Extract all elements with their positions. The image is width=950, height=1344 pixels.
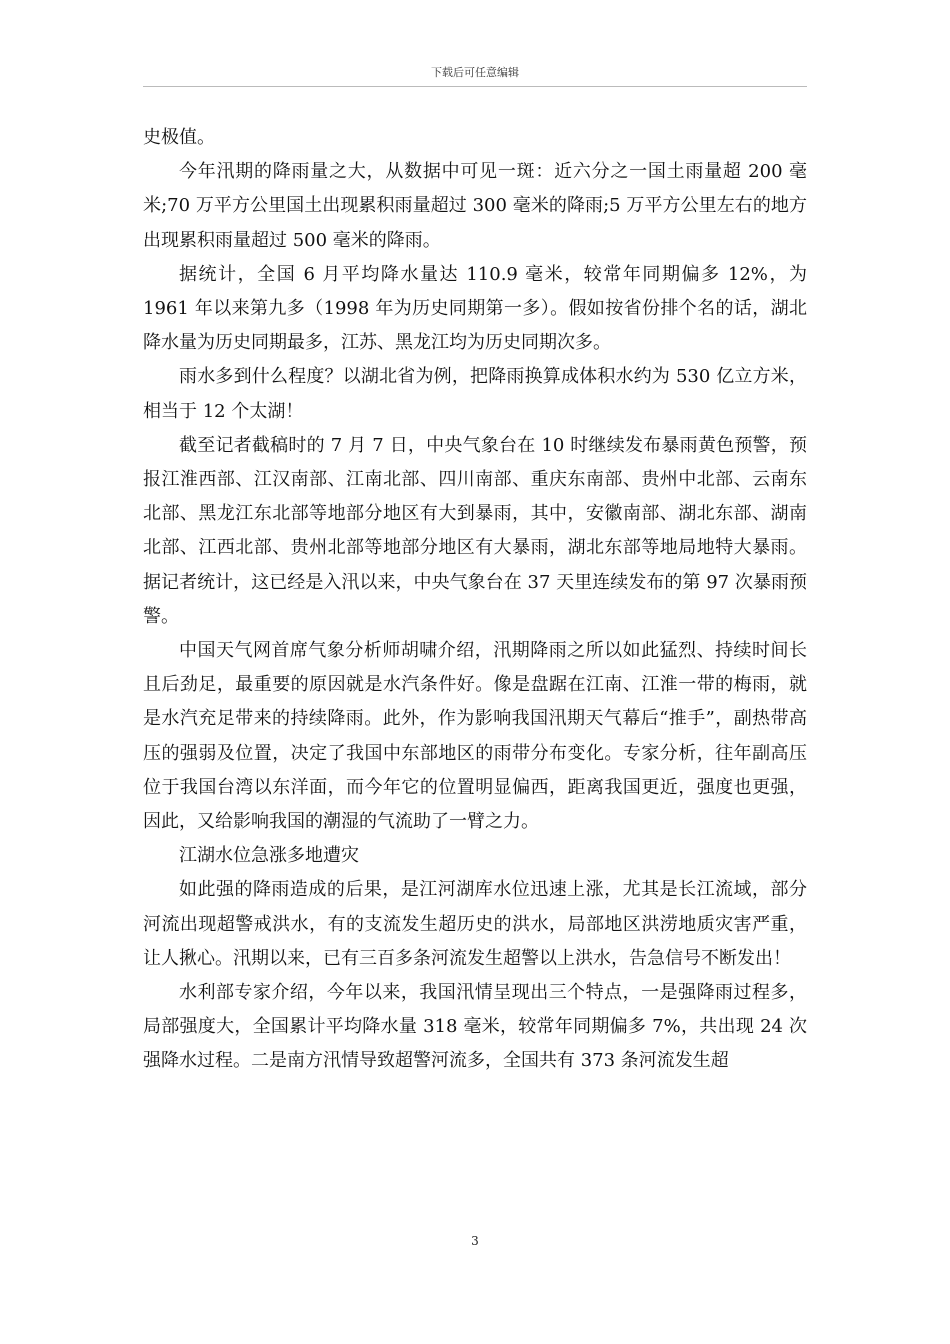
section-heading: 江湖水位急涨多地遭灾 [179,845,359,867]
page-number: 3 [471,1234,479,1248]
page-header: 下载后可任意编辑 [431,66,519,79]
paragraph-continuation: 史极值。 [143,127,215,148]
paragraph-analysis: 中国天气网首席气象分析师胡啸介绍，汛期降雨之所以如此猛烈、持续时间长且后劲足，最重要的原因就是水汽条件好。像是盘踞在江南、江淮一带的梅雨，就是水汽充足带来的持续降雨。此外，作为影响我国汛期天气幕后“推手”，副热带高压的强弱及位置，决定了我国中东部地区的雨带分布变化。专家分析，往年副高压位于我国台湾以东洋面，而今年它的位置明显偏西，距离我国更近，强度也更强，因此，又给影响我国的潮湿的气流助了一臂之力。 [143,640,807,833]
paragraph-rainfall-data: 今年汛期的降雨量之大，从数据中可见一斑：近六分之一国土雨量超 200 毫米;70 万平方公里国土出现累积雨量超过 300 毫米的降雨;5 万平方公里左右的地方出现累积雨量超过 500 毫米的降雨。 [143,161,807,251]
header-divider [143,86,807,87]
paragraph-expert: 水利部专家介绍，今年以来，我国汛情呈现出三个特点，一是强降雨过程多，局部强度大，全国累计平均降水量 318 毫米，较常年同期偏多 7%，共出现 24 次强降水过程。二是南方汛情导致超警河流多，全国共有 373 条河流发生超 [143,982,807,1072]
paragraph-hubei-volume: 雨水多到什么程度？以湖北省为例，把降雨换算成体积水约为 530 亿立方米，相当于 12 个太湖！ [143,366,807,422]
paragraph-warning: 截至记者截稿时的 7 月 7 日，中央气象台在 10 时继续发布暴雨黄色预警，预报江淮西部、江汉南部、江南北部、四川南部、重庆东南部、贵州中北部、云南东北部、黑龙江东北部等地部分地区有大到暴雨，其中，安徽南部、湖北东部、湖南北部、江西北部、贵州北部等地部分地区有大暴雨，湖北东部等地局地特大暴雨。据记者统计，这已经是入汛以来，中央气象台在 37 天里连续发布的第 97 次暴雨预警。 [143,434,807,627]
document-body [143,121,807,1079]
paragraph-consequences: 如此强的降雨造成的后果，是江河湖库水位迅速上涨，尤其是长江流域，部分河流出现超警戒洪水，有的支流发生超历史的洪水，局部地区洪涝地质灾害严重，让人揪心。汛期以来，已有三百多条河流发生超警以上洪水，告急信号不断发出！ [143,879,807,969]
paragraph-statistics: 据统计，全国 6 月平均降水量达 110.9 毫米，较常年同期偏多 12%，为 1961 年以来第九多（1998 年为历史同期第一多）。假如按省份排个名的话，湖北降水量为历史同期最多，江苏、黑龙江均为历史同期次多。 [143,263,807,354]
